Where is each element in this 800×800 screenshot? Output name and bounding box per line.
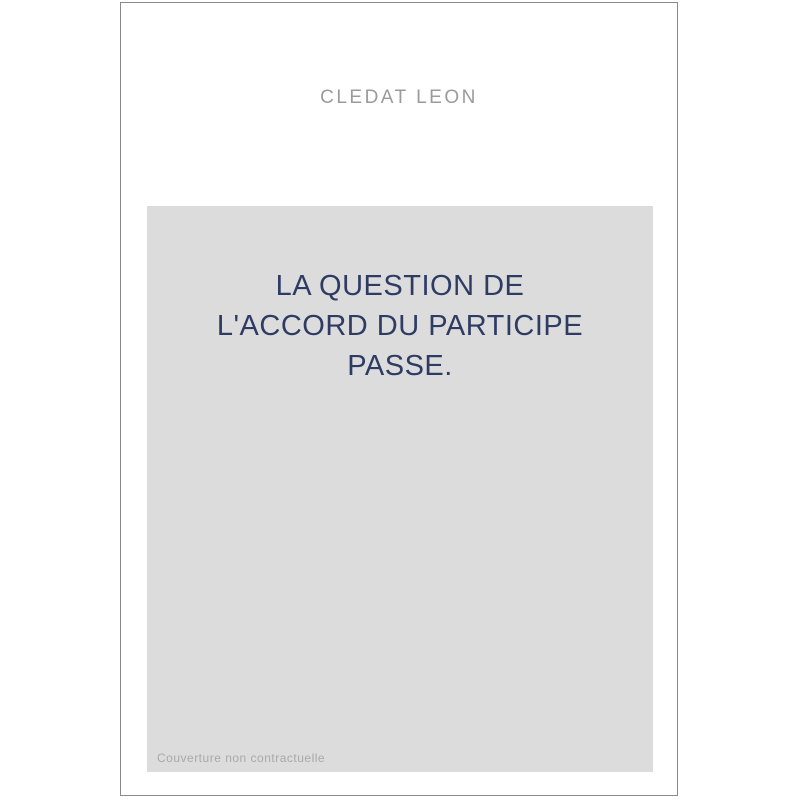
author-name: CLEDAT LEON	[320, 87, 478, 108]
cover-placeholder-area	[147, 206, 653, 772]
book-title-line-3: PASSE.	[347, 350, 453, 382]
book-cover-page	[120, 2, 678, 796]
cover-disclaimer: Couverture non contractuelle	[157, 751, 326, 765]
book-title-line-2: L'ACCORD DU PARTICIPE	[216, 310, 584, 342]
book-title-line-1: LA QUESTION DE	[275, 270, 525, 302]
book-title	[147, 266, 653, 386]
